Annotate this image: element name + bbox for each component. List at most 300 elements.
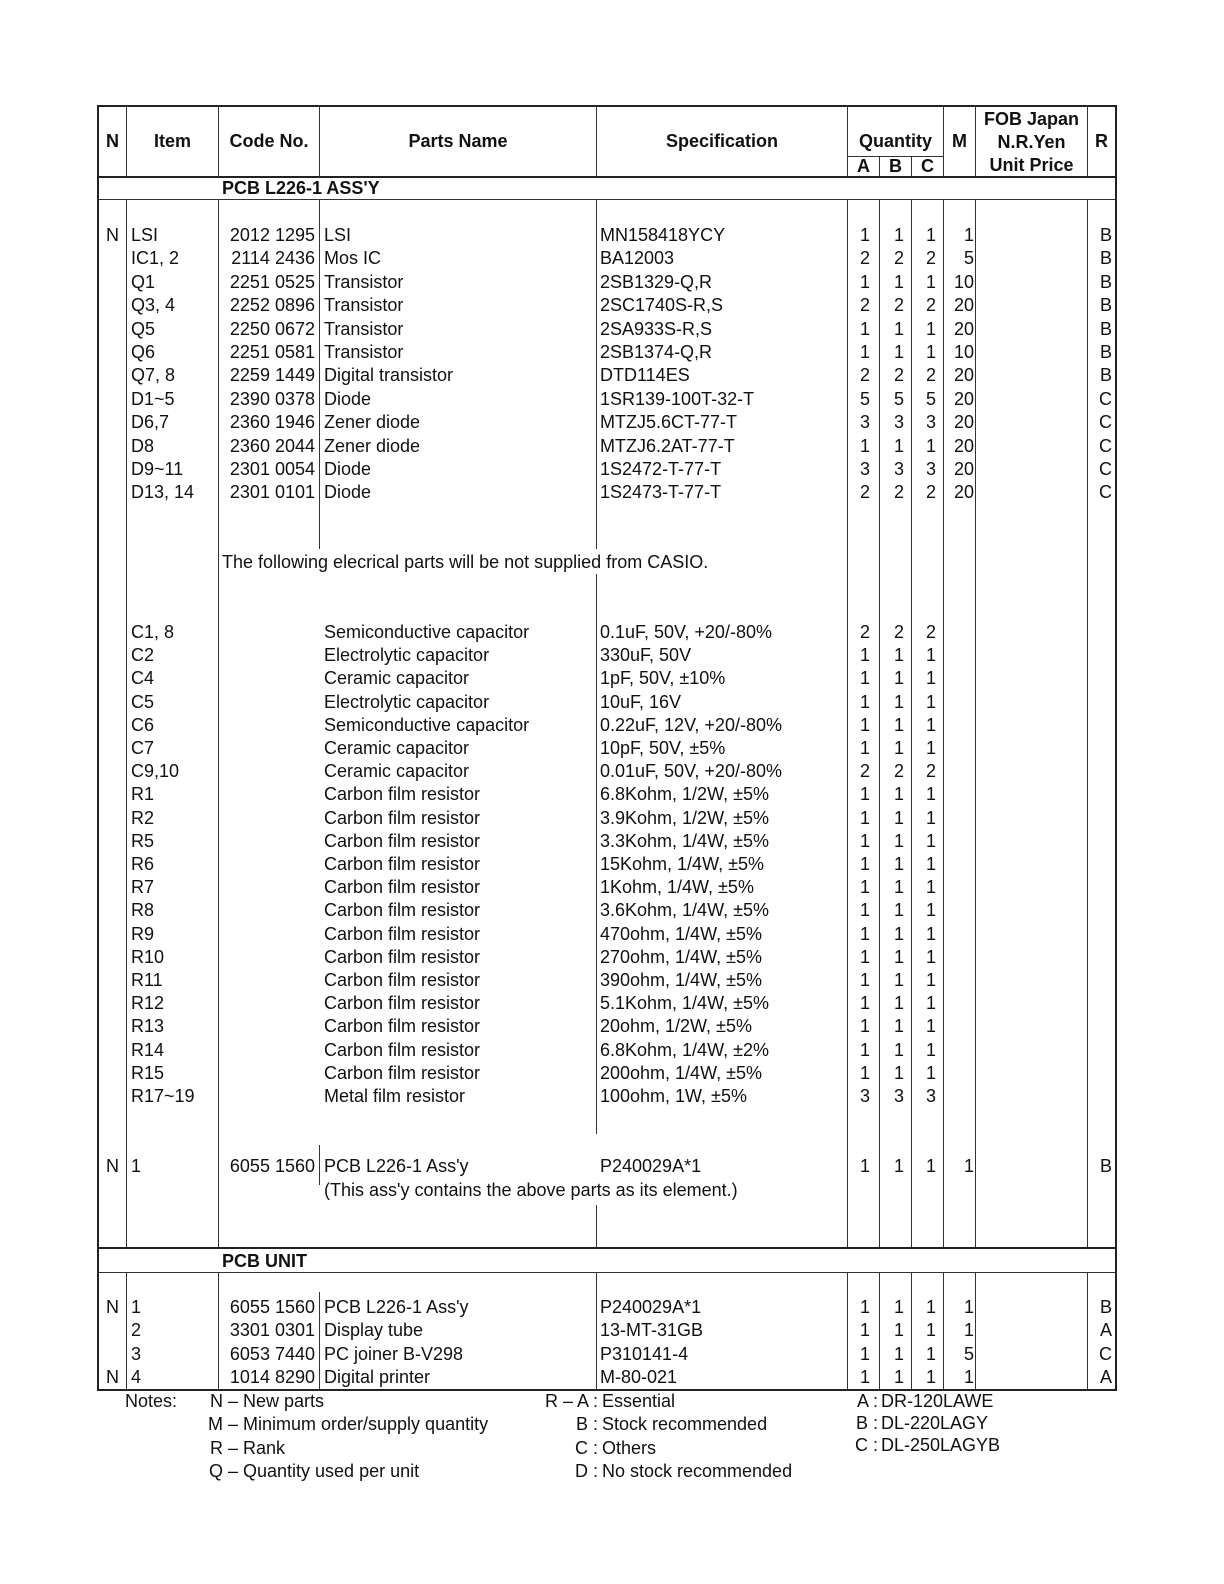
- passive-row-qty-c: 1: [925, 877, 936, 898]
- passive-row-item: C7: [131, 738, 155, 758]
- table-row-qty-a: 1: [859, 318, 870, 339]
- table-row-qty-b: 1: [893, 225, 904, 245]
- table-row-item: D8: [131, 435, 155, 456]
- table-row-specification: 1SR139-100T-32-T: [600, 388, 755, 409]
- table-row-specification: 2SC1740S-R,S: [600, 295, 724, 316]
- passive-row-specification: 3.6Kohm, 1/4W, ±5%: [600, 900, 769, 921]
- assy-note: (This ass'y contains the above parts as its element.): [324, 1180, 738, 1200]
- unit-row-new-flag: N: [106, 1367, 119, 1388]
- table-row-qty-c: 3: [925, 412, 936, 433]
- table-row-rank: B: [1099, 225, 1112, 245]
- passive-row-qty-c: 1: [925, 645, 936, 666]
- passive-row-item: R9: [131, 923, 155, 944]
- note-legend-text: Minimum order/supply quantity: [243, 1414, 489, 1435]
- table-row-code: 2360 2044: [229, 435, 315, 456]
- header-qty-a: A: [857, 156, 870, 176]
- table-row-qty-c: 5: [925, 388, 936, 409]
- table-row-code: 2259 1449: [229, 365, 315, 386]
- header-price-line2: N.R.Yen: [997, 132, 1066, 152]
- passive-row-specification: 470ohm, 1/4W, ±5%: [600, 923, 762, 944]
- unit-row-qty-a: 1: [859, 1343, 870, 1364]
- header-quantity: Quantity: [858, 131, 932, 151]
- passive-row-qty-c: 1: [925, 854, 936, 874]
- unit-row-qty-b: 1: [893, 1367, 904, 1388]
- header-qty-b: B: [889, 156, 902, 176]
- table-row-qty-b: 3: [893, 412, 904, 433]
- unit-row-qty-b: 1: [893, 1343, 904, 1364]
- passive-row-specification: 270ohm, 1/4W, ±5%: [600, 946, 762, 967]
- passive-row-item: R13: [131, 1016, 165, 1037]
- passive-row-parts-name: Ceramic capacitor: [324, 668, 470, 689]
- passive-row-qty-b: 1: [893, 830, 904, 851]
- passive-row-parts-name: Carbon film resistor: [324, 970, 481, 990]
- table-row-code: 2251 0525: [229, 271, 315, 292]
- passive-row-parts-name: Carbon film resistor: [324, 946, 481, 967]
- passive-row-qty-c: 1: [925, 923, 936, 944]
- unit-row-item: 2: [131, 1320, 142, 1341]
- passive-row-qty-c: 1: [925, 970, 936, 990]
- table-row-min-qty: 20: [953, 459, 974, 479]
- table-row-qty-a: 2: [859, 295, 870, 316]
- note-legend-key: R –: [209, 1437, 238, 1458]
- passive-row-specification: 0.1uF, 50V, +20/-80%: [600, 622, 772, 642]
- table-row-code: 2251 0581: [229, 342, 315, 362]
- unit-row-specification: 13-MT-31GB: [600, 1320, 704, 1341]
- passive-row-parts-name: Carbon film resistor: [324, 993, 481, 1014]
- rank-legend-key: B :: [575, 1414, 598, 1435]
- table-row-qty-a: 3: [859, 459, 870, 479]
- table-row-qty-a: 1: [859, 225, 870, 245]
- table-row-item: D13, 14: [131, 482, 195, 503]
- passive-row-specification: 0.22uF, 12V, +20/-80%: [600, 714, 782, 735]
- table-row-rank: C: [1099, 459, 1112, 479]
- passive-row-item: R12: [131, 993, 165, 1014]
- table-row-code: 2360 1946: [229, 412, 315, 433]
- passive-row-qty-b: 1: [893, 645, 904, 666]
- passive-row-parts-name: Carbon film resistor: [324, 877, 481, 898]
- passive-row-parts-name: Ceramic capacitor: [324, 761, 470, 782]
- table-row-min-qty: 20: [953, 388, 974, 409]
- table-row-qty-a: 5: [859, 388, 870, 409]
- table-row-parts-name: Diode: [324, 388, 372, 409]
- section-title-pcb-assy: PCB L226-1 ASS'Y: [222, 178, 380, 198]
- passive-row-qty-c: 1: [925, 738, 936, 758]
- table-row-code: 2390 0378: [229, 388, 315, 409]
- table-row-item: D6,7: [131, 412, 170, 433]
- header-price-line3: Unit Price: [989, 155, 1074, 175]
- table-row-qty-b: 2: [893, 295, 904, 316]
- passive-row-qty-a: 1: [859, 691, 870, 712]
- passive-row-qty-a: 3: [859, 1086, 870, 1106]
- table-row-specification: 2SB1374-Q,R: [600, 342, 713, 362]
- passive-row-item: R1: [131, 784, 155, 805]
- table-row-code: 2012 1295: [229, 225, 315, 245]
- table-row-item: Q6: [131, 342, 156, 362]
- passive-row-item: C5: [131, 691, 155, 712]
- table-row-qty-b: 5: [893, 388, 904, 409]
- passive-row-qty-c: 1: [925, 830, 936, 851]
- unit-row-specification: P240029A*1: [600, 1297, 702, 1317]
- table-row-specification: BA12003: [600, 248, 675, 269]
- passive-row-qty-b: 1: [893, 1039, 904, 1060]
- passive-row-item: C9,10: [131, 761, 180, 782]
- unit-row-code: 1014 8290: [229, 1367, 315, 1388]
- unit-row-rank: A: [1099, 1367, 1112, 1388]
- passive-row-qty-b: 1: [893, 714, 904, 735]
- table-row-parts-name: Transistor: [324, 318, 404, 339]
- passive-row-parts-name: Carbon film resistor: [324, 1062, 481, 1083]
- table-row-specification: 1S2472-T-77-T: [600, 459, 722, 479]
- passive-row-qty-c: 1: [925, 807, 936, 828]
- table-row-min-qty: 20: [953, 412, 974, 433]
- unit-row-parts-name: Digital printer: [324, 1367, 431, 1388]
- header-r: R: [1095, 131, 1108, 151]
- passive-row-qty-c: 2: [925, 622, 936, 642]
- assy-row-new-flag: N: [106, 1156, 119, 1176]
- passive-row-qty-a: 1: [859, 1039, 870, 1060]
- notes-label: Notes:: [125, 1391, 178, 1411]
- unit-row-min-qty: 1: [963, 1320, 974, 1341]
- passive-row-parts-name: Electrolytic capacitor: [324, 645, 490, 666]
- table-row-rank: B: [1099, 295, 1112, 316]
- passive-row-specification: 330uF, 50V: [600, 645, 692, 666]
- passive-row-item: R2: [131, 807, 155, 828]
- passive-row-item: R10: [131, 946, 165, 967]
- passive-row-qty-c: 1: [925, 900, 936, 921]
- passive-row-qty-a: 1: [859, 993, 870, 1014]
- model-legend-text: DR-120LAWE: [881, 1391, 994, 1411]
- table-row-min-qty: 5: [963, 248, 974, 269]
- table-row-qty-c: 2: [925, 248, 936, 269]
- passive-row-specification: 1Kohm, 1/4W, ±5%: [600, 877, 754, 898]
- passive-row-parts-name: Carbon film resistor: [324, 1039, 481, 1060]
- table-row-min-qty: 1: [963, 225, 974, 245]
- table-row-item: IC1, 2: [131, 248, 180, 269]
- passive-row-specification: 20ohm, 1/2W, ±5%: [600, 1016, 752, 1037]
- passive-row-parts-name: Carbon film resistor: [324, 1016, 481, 1037]
- table-row-rank: B: [1099, 365, 1112, 386]
- passive-row-qty-a: 1: [859, 854, 870, 874]
- table-row-qty-c: 1: [925, 342, 936, 362]
- passive-row-item: R15: [131, 1062, 165, 1083]
- passive-row-qty-b: 2: [893, 761, 904, 782]
- table-row-parts-name: Transistor: [324, 342, 404, 362]
- unit-row-item: 1: [131, 1297, 142, 1317]
- passive-row-item: R7: [131, 877, 155, 898]
- table-row-qty-b: 3: [893, 459, 904, 479]
- rank-legend-text: No stock recommended: [602, 1460, 793, 1481]
- header-code: Code No.: [229, 131, 309, 151]
- passive-row-parts-name: Electrolytic capacitor: [324, 691, 490, 712]
- table-row-code: 2250 0672: [229, 318, 315, 339]
- header-item: Item: [153, 131, 191, 151]
- passive-row-item: R14: [131, 1039, 165, 1060]
- table-row-rank: C: [1099, 412, 1112, 433]
- note-legend-text: Quantity used per unit: [243, 1460, 420, 1481]
- table-row-code: 2252 0896: [229, 295, 315, 316]
- table-row-qty-b: 1: [893, 342, 904, 362]
- table-row-item: Q1: [131, 271, 156, 292]
- table-row-specification: MTZJ5.6CT-77-T: [600, 412, 738, 433]
- passive-row-qty-a: 1: [859, 1062, 870, 1083]
- rank-legend-text: Stock recommended: [602, 1414, 768, 1435]
- table-row-qty-b: 2: [893, 365, 904, 386]
- passive-row-qty-c: 1: [925, 1039, 936, 1060]
- header-specification: Specification: [665, 131, 779, 151]
- passive-row-qty-b: 1: [893, 946, 904, 967]
- table-row-qty-c: 1: [925, 271, 936, 292]
- table-row-item: LSI: [131, 225, 159, 245]
- passive-row-parts-name: Carbon film resistor: [324, 900, 481, 921]
- table-row-item: Q3, 4: [131, 295, 176, 316]
- unit-row-rank: A: [1099, 1320, 1112, 1341]
- passive-row-qty-b: 3: [893, 1086, 904, 1106]
- model-legend-key: C :: [854, 1435, 878, 1455]
- passive-row-qty-b: 1: [893, 1062, 904, 1083]
- table-row-qty-c: 3: [925, 459, 936, 479]
- passive-row-item: C1, 8: [131, 622, 175, 642]
- passive-row-qty-a: 1: [859, 807, 870, 828]
- header-m: M: [952, 131, 967, 151]
- passive-row-parts-name: Carbon film resistor: [324, 923, 481, 944]
- unit-row-qty-a: 1: [859, 1297, 870, 1317]
- passive-row-qty-a: 1: [859, 923, 870, 944]
- rank-legend-text: Essential: [602, 1391, 676, 1411]
- table-row-qty-c: 1: [925, 225, 936, 245]
- table-row-item: D1~5: [131, 388, 175, 409]
- passive-row-parts-name: Carbon film resistor: [324, 807, 481, 828]
- passive-row-specification: 200ohm, 1/4W, ±5%: [600, 1062, 762, 1083]
- table-row-qty-c: 1: [925, 435, 936, 456]
- passive-row-qty-a: 1: [859, 946, 870, 967]
- table-row-item: D9~11: [131, 459, 184, 479]
- table-row-qty-c: 1: [925, 318, 936, 339]
- passive-row-specification: 390ohm, 1/4W, ±5%: [600, 970, 762, 990]
- table-row-qty-b: 1: [893, 271, 904, 292]
- passive-row-qty-b: 1: [893, 738, 904, 758]
- table-row-qty-b: 1: [893, 435, 904, 456]
- table-row-specification: 2SA933S-R,S: [600, 318, 713, 339]
- passive-row-qty-b: 1: [893, 1016, 904, 1037]
- table-row-rank: B: [1099, 342, 1112, 362]
- table-row-min-qty: 20: [953, 318, 974, 339]
- table-row-min-qty: 20: [953, 482, 974, 503]
- passive-row-item: R6: [131, 854, 155, 874]
- unit-row-qty-a: 1: [859, 1367, 870, 1388]
- table-row-qty-a: 2: [859, 482, 870, 503]
- passive-row-specification: 0.01uF, 50V, +20/-80%: [600, 761, 782, 782]
- passive-row-qty-a: 2: [859, 761, 870, 782]
- unit-row-qty-c: 1: [925, 1367, 936, 1388]
- unit-row-qty-c: 1: [925, 1320, 936, 1341]
- table-row-rank: B: [1099, 318, 1112, 339]
- table-row-qty-a: 3: [859, 412, 870, 433]
- passive-row-qty-b: 1: [893, 784, 904, 805]
- passive-row-qty-a: 1: [859, 900, 870, 921]
- passive-row-qty-c: 1: [925, 1062, 936, 1083]
- passive-row-qty-c: 1: [925, 714, 936, 735]
- passive-row-qty-c: 1: [925, 1016, 936, 1037]
- note-legend-key: N –: [209, 1391, 238, 1411]
- unit-row-new-flag: N: [106, 1297, 119, 1317]
- assy-row-qty-c: 1: [925, 1156, 936, 1176]
- passive-row-qty-b: 2: [893, 622, 904, 642]
- passive-row-specification: 6.8Kohm, 1/2W, ±5%: [600, 784, 769, 805]
- table-row-specification: MN158418YCY: [600, 225, 726, 245]
- passive-row-item: R17~19: [131, 1086, 195, 1106]
- passive-row-parts-name: Semiconductive capacitor: [324, 622, 530, 642]
- passive-row-qty-a: 2: [859, 622, 870, 642]
- assy-row-code: 6055 1560: [229, 1156, 315, 1176]
- table-row-code: 2301 0101: [229, 482, 315, 503]
- unit-row-item: 4: [131, 1367, 142, 1388]
- header-parts-name: Parts Name: [408, 131, 508, 151]
- unit-row-rank: B: [1099, 1297, 1112, 1317]
- passive-row-qty-a: 1: [859, 714, 870, 735]
- table-row-item: Q5: [131, 318, 156, 339]
- table-row-rank: B: [1099, 248, 1112, 269]
- table-row-qty-c: 2: [925, 365, 936, 386]
- rank-legend-key: D :: [574, 1460, 598, 1481]
- table-row-qty-c: 2: [925, 295, 936, 316]
- table-row-qty-a: 1: [859, 435, 870, 456]
- table-row-qty-a: 1: [859, 271, 870, 292]
- passive-row-qty-a: 1: [859, 738, 870, 758]
- passive-row-qty-b: 1: [893, 691, 904, 712]
- table-row-min-qty: 20: [953, 295, 974, 316]
- unit-row-specification: M-80-021: [600, 1367, 678, 1388]
- unit-row-qty-c: 1: [925, 1343, 936, 1364]
- passive-row-qty-c: 3: [925, 1086, 936, 1106]
- passive-row-qty-c: 1: [925, 784, 936, 805]
- passive-row-qty-a: 1: [859, 668, 870, 689]
- note-legend-key: Q –: [208, 1460, 238, 1481]
- rank-legend-text: Others: [602, 1437, 657, 1458]
- table-row-specification: 1S2473-T-77-T: [600, 482, 722, 503]
- passive-row-specification: 5.1Kohm, 1/4W, ±5%: [600, 993, 769, 1014]
- note-legend-key: M –: [207, 1414, 238, 1435]
- passive-row-item: R11: [131, 970, 163, 990]
- model-legend-key: B :: [855, 1413, 878, 1433]
- rank-legend-key: C :: [574, 1437, 598, 1458]
- assy-row-qty-b: 1: [893, 1156, 904, 1176]
- passive-row-specification: 15Kohm, 1/4W, ±5%: [600, 854, 764, 874]
- unit-row-specification: P310141-4: [600, 1343, 689, 1364]
- table-row-qty-b: 2: [893, 482, 904, 503]
- passive-row-qty-b: 1: [893, 970, 904, 990]
- table-row-qty-b: 1: [893, 318, 904, 339]
- table-row-min-qty: 20: [953, 435, 974, 456]
- table-row-specification: DTD114ES: [600, 365, 690, 386]
- table-row-code: 2301 0054: [229, 459, 315, 479]
- passive-row-item: C2: [131, 645, 155, 666]
- header-qty-c: C: [921, 156, 934, 176]
- table-row-parts-name: Mos IC: [324, 248, 382, 269]
- passive-row-item: R8: [131, 900, 155, 921]
- table-row-qty-b: 2: [893, 248, 904, 269]
- passive-row-qty-c: 1: [925, 946, 936, 967]
- table-row-parts-name: Zener diode: [324, 412, 421, 433]
- table-row-parts-name: Diode: [324, 482, 372, 503]
- table-row-parts-name: Zener diode: [324, 435, 421, 456]
- supply-notice: The following elecrical parts will be not supplied from CASIO.: [222, 552, 709, 572]
- passive-row-qty-a: 1: [859, 645, 870, 666]
- table-row-min-qty: 20: [953, 365, 974, 386]
- table-row-new-flag: N: [106, 225, 119, 245]
- table-row-parts-name: Transistor: [324, 271, 404, 292]
- passive-row-specification: 10uF, 16V: [600, 691, 682, 712]
- passive-row-qty-c: 2: [925, 761, 936, 782]
- unit-row-qty-b: 1: [893, 1320, 904, 1341]
- passive-row-item: R5: [131, 830, 155, 851]
- header-n: N: [106, 131, 119, 151]
- table-row-specification: 2SB1329-Q,R: [600, 271, 713, 292]
- unit-row-code: 3301 0301: [229, 1320, 315, 1341]
- table-row-qty-a: 2: [859, 365, 870, 386]
- table-row-item: Q7, 8: [131, 365, 176, 386]
- unit-row-min-qty: 5: [963, 1343, 974, 1364]
- passive-row-qty-b: 1: [893, 668, 904, 689]
- assy-row-rank: B: [1099, 1156, 1112, 1176]
- unit-row-item: 3: [131, 1343, 142, 1364]
- table-row-min-qty: 10: [953, 342, 974, 362]
- passive-row-qty-a: 1: [859, 784, 870, 805]
- model-legend-text: DL-220LAGY: [881, 1413, 989, 1433]
- passive-row-specification: 3.9Kohm, 1/2W, ±5%: [600, 807, 769, 828]
- passive-row-qty-c: 1: [925, 691, 936, 712]
- assy-row-specification: P240029A*1: [600, 1156, 702, 1176]
- unit-row-rank: C: [1099, 1343, 1112, 1364]
- passive-row-qty-c: 1: [925, 993, 936, 1014]
- passive-row-qty-b: 1: [893, 807, 904, 828]
- table-row-code: 2114 2436: [231, 248, 315, 269]
- table-row-rank: B: [1099, 271, 1112, 292]
- passive-row-qty-c: 1: [925, 668, 936, 689]
- passive-row-parts-name: Metal film resistor: [324, 1086, 466, 1106]
- unit-row-parts-name: PC joiner B-V298: [324, 1343, 464, 1364]
- table-row-parts-name: LSI: [324, 225, 352, 245]
- section-title-pcb-unit: PCB UNIT: [222, 1251, 307, 1271]
- passive-row-parts-name: Carbon film resistor: [324, 854, 481, 874]
- table-row-parts-name: Digital transistor: [324, 365, 454, 386]
- unit-row-qty-c: 1: [925, 1297, 936, 1317]
- unit-row-min-qty: 1: [963, 1367, 974, 1388]
- passive-row-specification: 1pF, 50V, ±10%: [600, 668, 726, 689]
- unit-row-qty-b: 1: [893, 1297, 904, 1317]
- rank-legend-key: R – A :: [544, 1391, 598, 1411]
- table-row-rank: C: [1099, 435, 1112, 456]
- passive-row-qty-b: 1: [893, 900, 904, 921]
- unit-row-code: 6055 1560: [229, 1297, 315, 1317]
- table-row-rank: C: [1099, 388, 1112, 409]
- passive-row-item: C4: [131, 668, 155, 689]
- passive-row-parts-name: Ceramic capacitor: [324, 738, 470, 758]
- passive-row-qty-b: 1: [893, 993, 904, 1014]
- unit-row-min-qty: 1: [963, 1297, 974, 1317]
- assy-row-parts-name: PCB L226-1 Ass'y: [324, 1156, 469, 1176]
- table-row-rank: C: [1099, 482, 1112, 503]
- note-legend-text: New parts: [243, 1391, 325, 1411]
- header-price-line1: FOB Japan: [983, 109, 1080, 129]
- table-row-parts-name: Transistor: [324, 295, 404, 316]
- assy-row-item: 1: [131, 1156, 142, 1176]
- table-row-specification: MTZJ6.2AT-77-T: [600, 435, 735, 456]
- passive-row-qty-a: 1: [859, 877, 870, 898]
- passive-row-qty-b: 1: [893, 854, 904, 874]
- passive-row-specification: 10pF, 50V, ±5%: [600, 738, 726, 758]
- passive-row-parts-name: Carbon film resistor: [324, 830, 481, 851]
- unit-row-parts-name: PCB L226-1 Ass'y: [324, 1297, 469, 1317]
